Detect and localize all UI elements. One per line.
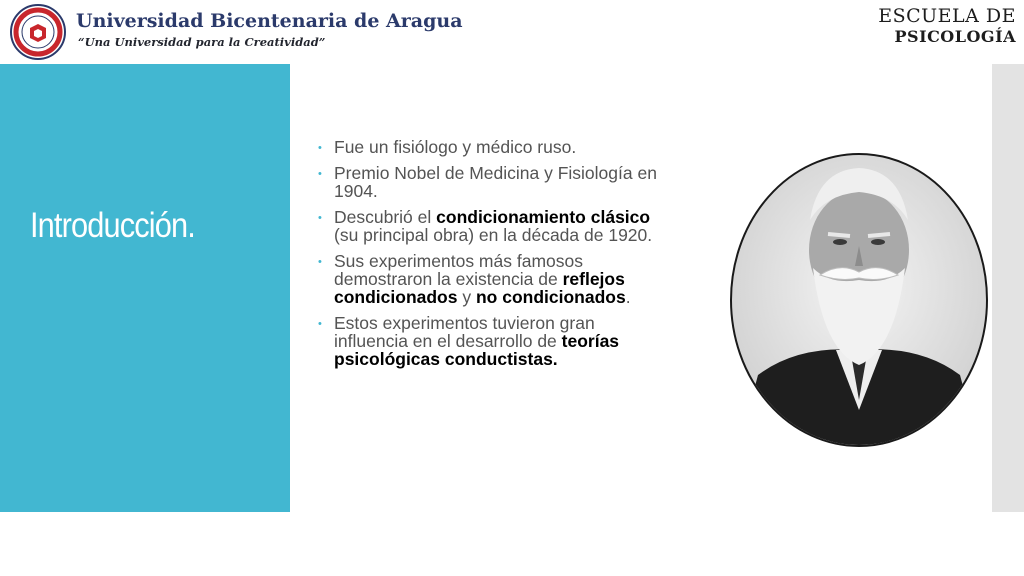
school-line1: ESCUELA DE	[878, 5, 1016, 27]
header	[0, 0, 463, 64]
bullet-emphasis: reflejos condicionados	[334, 269, 625, 307]
bullet-dot-icon: •	[318, 212, 322, 224]
bullet-emphasis: teorías psicológicas conductistas.	[334, 331, 620, 369]
bullet-text: Fue un fisiólogo y médico ruso.	[334, 137, 577, 157]
bullet-item	[312, 164, 657, 200]
bullet-dot-icon: •	[318, 256, 322, 268]
bullet-emphasis: condicionamiento clásico	[436, 207, 651, 227]
bullet-dot-icon: •	[318, 168, 322, 180]
school-label	[878, 6, 1016, 46]
bullet-text: Descubrió el	[334, 207, 437, 227]
bullet-dot-icon: •	[318, 142, 322, 154]
bullet-item	[312, 138, 657, 156]
bullet-text: Premio Nobel de Medicina y Fisiología en 1904.	[334, 163, 657, 201]
bullet-item	[312, 314, 657, 368]
university-name: Universidad Bicentenaria de Aragua	[76, 10, 463, 32]
school-line2: PSICOLOGÍA	[894, 26, 1016, 46]
university-seal-icon	[10, 4, 66, 60]
bullet-dot-icon: •	[318, 318, 322, 330]
bullet-text: Estos experimentos tuvieron gran influencia en el desarrollo de	[334, 313, 595, 351]
bullet-text: Sus experimentos más famosos demostraron la existencia de	[334, 251, 583, 289]
university-slogan: “Una Universidad para la Creatividad”	[78, 35, 326, 49]
bullet-item	[312, 208, 657, 244]
bullet-emphasis: no condicionados	[475, 287, 626, 307]
portrait-photo-icon	[728, 150, 990, 450]
bullet-list	[312, 138, 657, 376]
title-panel	[0, 64, 290, 512]
bullet-item	[312, 252, 657, 306]
slide-title: Introducción.	[30, 206, 195, 245]
right-strip	[992, 64, 1024, 512]
bullet-text: .	[625, 287, 631, 307]
bullet-text: (su principal obra) en la década de 1920.	[334, 225, 653, 245]
bullet-text: y	[457, 287, 476, 307]
